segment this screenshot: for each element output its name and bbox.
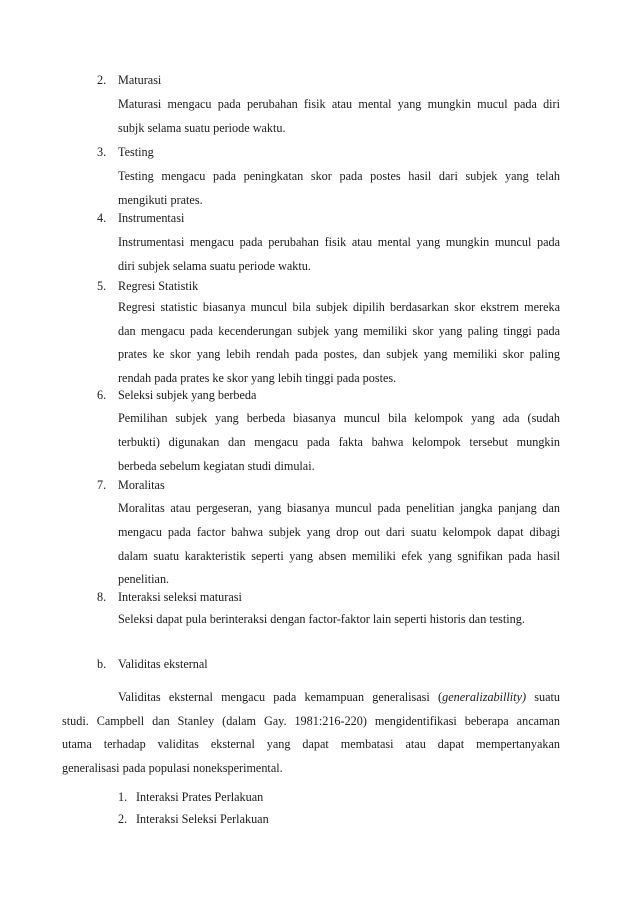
list-item-body-line: Pemilihan subjek yang berbeda biasanya muncul bila kelompok yang ada (sudah [118,411,560,425]
list-item-title: Maturasi [118,73,162,87]
list-item-body-line: Seleksi dapat pula berinteraksi dengan factor-faktor lain seperti historis dan testing. [118,612,525,626]
list-item-body-line: penelitian. [118,572,170,586]
section-number: b. [97,657,107,671]
list-item-body-line: mengikuti prates. [118,193,203,207]
list-item-body-line: dan mengacu pada kecenderungan subjek yang memiliki skor yang paling tinggi pada [118,324,560,338]
list-item-body-line: diri subjek selama suatu periode waktu. [118,259,311,273]
list-item-number: 2. [118,812,128,826]
list-item-body-line: Instrumentasi mengacu pada perubahan fisik atau mental yang mungkin muncul pada [118,235,560,249]
list-item-body-line: terbukti) digunakan dan mengacu pada fakta bahwa kelompok tersebut mungkin [118,435,560,449]
list-item-number: 5. [97,279,107,293]
list-item-number: 2. [97,73,107,87]
list-item-title: Interaksi seleksi maturasi [118,590,242,604]
list-item-body-line: dalam suatu karakteristik seperti yang absen memiliki efek yang sgnifikan pada hasil [118,549,560,563]
list-item-number: 6. [97,388,107,402]
paragraph-line: generalisasi pada populasi noneksperimental. [62,761,283,775]
list-item-body-line: Regresi statistic biasanya muncul bila subjek dipilih berdasarkan skor ekstrem mereka [118,300,560,314]
list-item-title: Instrumentasi [118,211,185,225]
paragraph-line: Validitas eksternal mengacu pada kemampuan generalisasi (generalizabillity) suatu [118,690,560,704]
list-item-body-line: mengacu pada factor bahwa subjek yang drop out dari suatu kelompok dapat dibagi [118,525,560,539]
paragraph-line: utama terhadap validitas eksternal yang dapat membatasi atau dapat mempertanyakan [62,737,560,751]
paragraph-line: studi. Campbell dan Stanley (dalam Gay. 1981:216-220) mengidentifikasi beberapa ancaman [62,714,560,728]
list-item-body-line: Moralitas atau pergeseran, yang biasanya muncul pada penelitian jangka panjang dan [118,501,560,515]
section-heading: Validitas eksternal [118,657,208,671]
list-item-body-line: Maturasi mengacu pada perubahan fisik atau mental yang mungkin mucul pada diri [118,97,560,111]
list-item-body-line: Testing mengacu pada peningkatan skor pada postes hasil dari subjek yang telah [118,169,560,183]
list-item-body-line: subjk selama suatu periode waktu. [118,121,286,135]
list-item-number: 8. [97,590,107,604]
list-item-number: 4. [97,211,107,225]
list-item-number: 3. [97,145,107,159]
list-item-body-line: rendah pada prates ke skor yang lebih tinggi pada postes. [118,371,397,385]
list-item-number: 7. [97,478,107,492]
list-item-title: Interaksi Prates Perlakuan [136,790,264,804]
list-item-number: 1. [118,790,128,804]
list-item-body-line: berbeda sebelum kegiatan studi dimulai. [118,459,315,473]
list-item-title: Moralitas [118,478,165,492]
list-item-body-line: prates ke skor yang lebih rendah pada postes, dan subjek yang memiliki skor paling [118,347,560,361]
list-item-title: Regresi Statistik [118,279,199,293]
list-item-title: Testing [118,145,154,159]
list-item-title: Interaksi Seleksi Perlakuan [136,812,269,826]
emphasis-term: generalizabillity) [442,690,527,704]
list-item-title: Seleksi subjek yang berbeda [118,388,257,402]
